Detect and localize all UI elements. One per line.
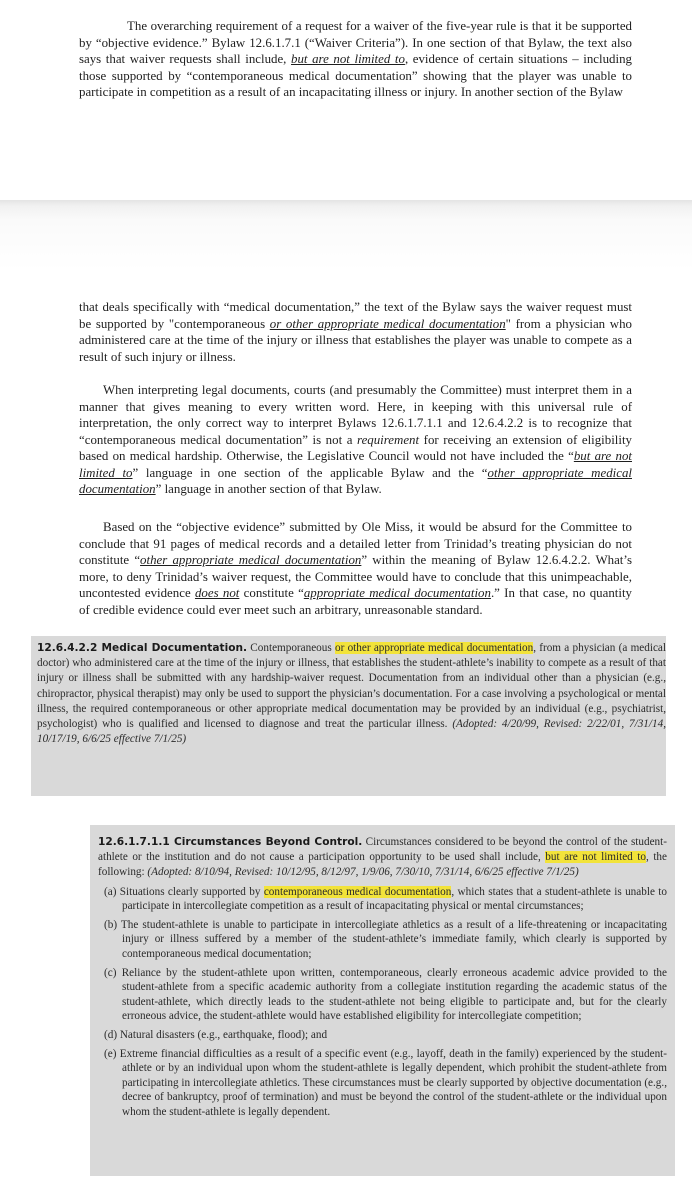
text-run: Based on the “objective evidence” submitted by Ole Miss, it would be absurd for the Committee to conclude that 91 pages of medical records and a detailed letter from Trinidad’s treating physician do not constitute “ <box>79 520 632 567</box>
text-run: The overarching requirement of a request for a waiver of the five-year rule is that it be supported by “objective evidence.” Bylaw 12.6.1.7.1 (“Waiver Criteria”). In one section of that Bylaw, the text also says that waiver requests shall include, <box>79 19 632 66</box>
text-run: that deals specifically with “medical documentation,” the text of the Bylaw says the waiver request must be supported by "contemporaneous <box>79 300 632 331</box>
bylaw-item-a <box>104 885 667 914</box>
text-run: for receiving an extension of eligibility based on medical hardship. Otherwise, the Legislative Council would not have included the “ <box>79 432 632 463</box>
underlined-phrase: but are not limited to <box>79 449 632 480</box>
highlighted-phrase: or other appropriate medical documentation <box>334 642 534 654</box>
bylaw-item-c: (c) Reliance by the student-athlete upon written, contemporaneous, clearly erroneous academic advice provided to the student-athlete from a specific academic authority from a collegiate institution regarding the academic status of the student-athlete, which directly leads to the student-athlete not being eligible to participate and, but for the clearly erroneous advice, the student-athlete would have established eligibility for intercollegiate competition; <box>104 966 667 1023</box>
bylaw-item-d: (d) Natural disasters (e.g., earthquake, flood); and <box>104 1028 328 1041</box>
page-break-band <box>0 200 692 270</box>
brief-paragraph-objective-evidence <box>79 519 632 618</box>
highlighted-phrase: but are not limited to <box>545 851 646 864</box>
underlined-phrase: other appropriate medical documentation <box>79 465 632 496</box>
text-run: constitute “ <box>239 586 304 600</box>
italic-phrase: requirement <box>357 432 420 447</box>
text-run: When interpreting legal documents, courts (and presumably the Committee) must interpret them in a manner that gives meaning to every written word. Here, in keeping with this universal rule of interpretation, the only correct way to interpret Bylaws 12.6.1.7.1.1 and 12.6.4.2.2 is to recognize that “contemporaneous medical documentation” is not a <box>79 383 632 447</box>
brief-paragraph-interpretation <box>79 382 632 498</box>
bylaw-history: (Adopted: 8/10/94, Revised: 10/12/95, 8/12/97, 1/9/06, 7/30/10, 7/31/14, 6/6/25 effective 7/1/25) <box>147 866 579 879</box>
underlined-phrase: other appropriate medical documentation <box>140 553 362 567</box>
underlined-phrase: but are not limited to <box>291 52 405 66</box>
text-run: Contemporaneous <box>247 642 335 654</box>
text-run: , evidence of certain situations – including those supported by “contemporaneous medical documentation” showing that the player was unable to participate in competition as a result of an incapacitating illness or injury. In another section of the Bylaw <box>79 52 632 99</box>
highlighted-phrase: contemporaneous medical documentation <box>263 885 452 898</box>
text-run: , which states that a student-athlete is unable to participate in intercollegiate competition as a result of incapacitating physical or mental circumstances; <box>122 885 667 913</box>
bylaw-item-e: (e) Extreme financial difficulties as a result of a specific event (e.g., layoff, death in the family) experienced by the student-athlete or by an individual upon whom the student-athlete is legally dependent, which prohibit the student-athlete from participating in intercollegiate athletics. These circumstances must be clearly supported by objective documentation (e.g., decree of bankruptcy, proof of termination) and must be beyond the control of the student-athlete or the individual upon whom the student-athlete is legally dependent. <box>104 1047 667 1118</box>
text-run: , from a physician (a medical doctor) who administered care at the time of the injury or illness, that establishes the student-athlete’s inability to compete as a result of that injury or illness shall be submitted with any hardship-waiver request. Documentation from an individual other than a physician (e.g., chiropractor, physical therapist) may only be used to support the physician’s documentation. For a case involving a psychological or mental illness, the required contemporaneous or other appropriate medical documentation may be provided by an individual (e.g., psychiatrist, psychologist) who is qualified and licensed to diagnose and treat the particular illness. <box>37 642 666 731</box>
text-run: Circumstances considered to be beyond the control of the student-athlete or the institution and do not cause a participation opportunity to be used shall include, <box>98 836 667 864</box>
text-run: (a) Situations clearly supported by <box>104 885 264 898</box>
bylaw-excerpt-medical-documentation <box>31 636 666 796</box>
bylaw-history: (Adopted: 4/20/99, Revised: 2/22/01, 7/31/14, 10/17/19, 6/6/25 effective 7/1/25) <box>37 718 666 746</box>
brief-paragraph-waiver-requirement <box>79 18 632 101</box>
text-run: " from a physician who administered care at the time of the injury or illness that establishes the player was unable to compete as a result of such injury or illness. <box>79 316 632 364</box>
bylaw-item-b: (b) The student-athlete is unable to participate in intercollegiate athletics as a result of a life-threatening or incapacitating injury or illness suffered by a member of the student-athlete’s immediate family, which clearly is supported by contemporaneous medical documentation; <box>104 918 667 960</box>
bylaw-heading: 12.6.4.2.2 Medical Documentation. <box>37 642 248 654</box>
brief-paragraph-medical-documentation <box>79 299 632 365</box>
underlined-phrase: does not <box>194 586 240 600</box>
underlined-phrase: or other appropriate medical documentation <box>269 316 506 331</box>
bylaw-text <box>37 641 666 747</box>
bylaw-excerpt-circumstances-beyond-control <box>90 825 675 1176</box>
bylaw-heading: 12.6.1.7.1.1 Circumstances Beyond Control. <box>98 836 363 848</box>
text-run: ” within the meaning of Bylaw 12.6.4.2.2. What’s more, to deny Trinidad’s waiver request, the Committee would have to conclude that this unimpeachable, uncontested evidence <box>79 553 632 600</box>
text-run: ” language in one section of the applicable Bylaw and the “ <box>132 465 488 480</box>
text-run: , the following: <box>98 851 667 879</box>
bylaw-text <box>98 835 667 881</box>
text-run: .” In that case, no quantity of credible evidence could ever meet such an arbitrary, unreasonable standard. <box>79 586 632 617</box>
text-run: ” language in another section of that Bylaw. <box>155 482 382 496</box>
underlined-phrase: appropriate medical documentation <box>303 586 491 600</box>
